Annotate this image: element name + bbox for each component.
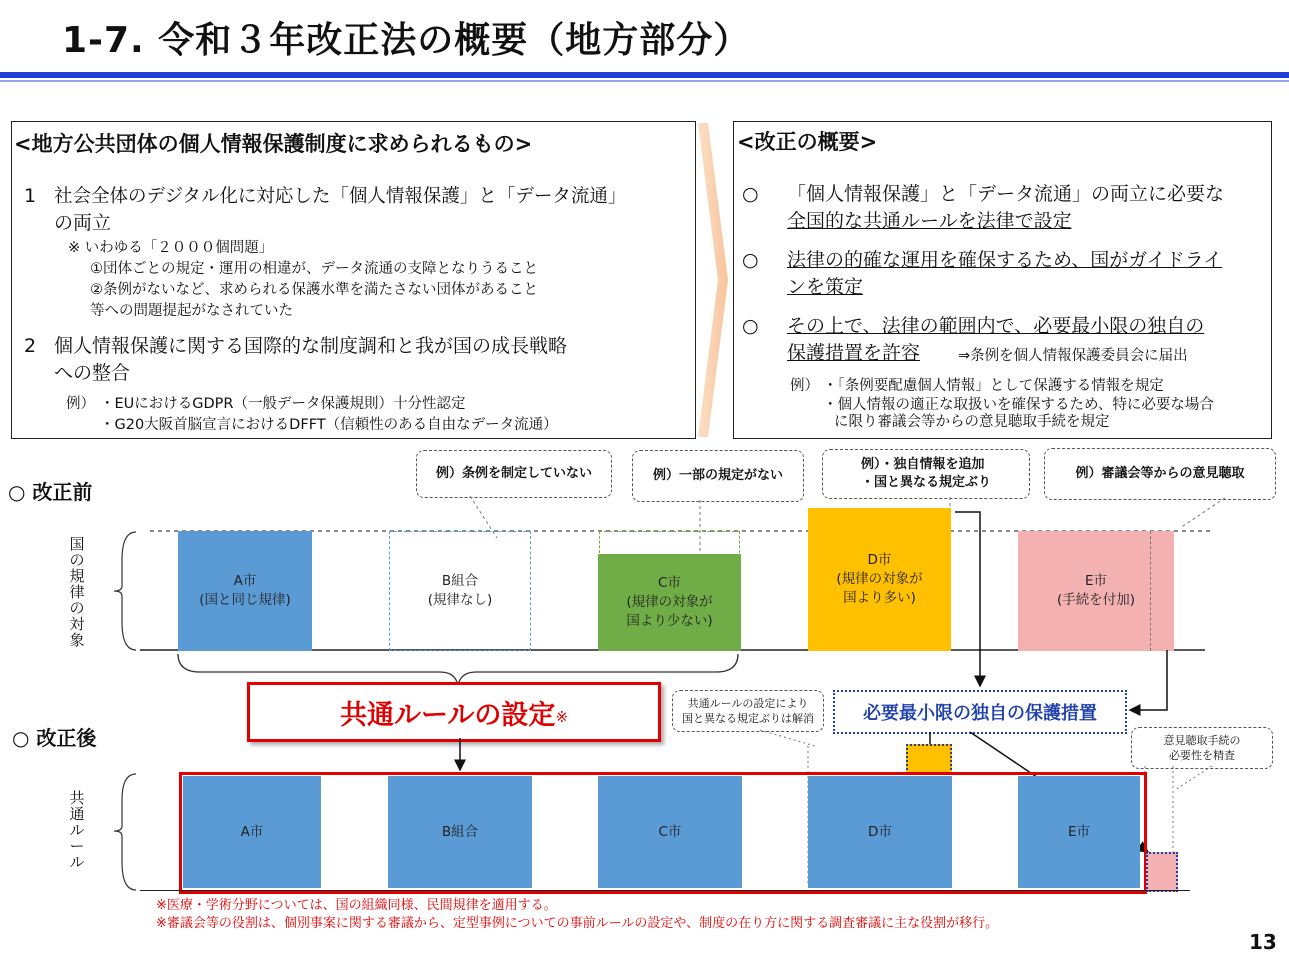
bar-c-sub: (規律の対象が 国より少ない) — [626, 594, 713, 629]
item1-line2: の両立 — [54, 212, 112, 234]
item2-line2: への整合 — [54, 362, 131, 384]
revision-example1: ・「条例要配慮個人情報」として保護する情報を規定 — [823, 378, 1164, 394]
bar-e-name: E市 — [1084, 573, 1108, 589]
callout-no-ordinance: 例）条例を制定していない — [416, 450, 612, 498]
revision-example2: ・個人情報の適正な取扱いを確保するため、特に必要な場合 — [823, 397, 1214, 413]
item1-note1: ※ いわゆる「２０００個問題」 — [68, 240, 274, 256]
chevron-arrow-icon — [698, 123, 730, 437]
after-bar-e-city: E市 — [1018, 776, 1140, 888]
item1-note4: 等への問題提起がなされていた — [90, 303, 293, 319]
bar-b-sub: (規律なし) — [427, 592, 493, 608]
revision-example3: に限り審議会等からの意見聴取手続を規定 — [834, 414, 1110, 430]
item2-example1: ・EUにおけるGDPR（一般データ保護規則）十分性認定 — [100, 396, 466, 412]
unique-measure-d-extra — [906, 744, 952, 774]
footnote-1: ※医療・学術分野については、国の組織同様、民間規律を適用する。 — [156, 898, 557, 913]
bullet-3: ○ — [742, 315, 759, 337]
callout-missing-provisions: 例）一部の規定がない — [632, 450, 804, 502]
point3-note: ⇒条例を個人情報保護委員会に届出 — [958, 348, 1188, 364]
footnote-2: ※審議会等の役割は、個別事案に関する審議から、定型事例についての事前ルールの設定や、制度の在り方に関する調査審議に主な役割が移行。 — [156, 916, 999, 931]
item2-example-label: 例） — [66, 396, 95, 412]
bar-a-name: A市 — [233, 573, 257, 589]
bar-b-name: B組合 — [441, 573, 479, 589]
after-side-label: 共通ルール — [69, 789, 85, 871]
resolution-note: 共通ルールの設定により 国と異なる規定ぶりは解消 — [672, 690, 824, 732]
point1-line1: 「個人情報保護」と「データ流通」の両立に必要な — [787, 183, 1225, 205]
bullet-1: ○ — [742, 183, 759, 205]
bar-a-sub: (国と同じ規律) — [199, 592, 291, 608]
after-bar-b-union: B組合 — [388, 776, 532, 888]
before-label: ○ 改正前 — [8, 480, 93, 504]
item2-line1: 個人情報保護に関する国際的な制度調和と我が国の成長戦略 — [54, 335, 568, 357]
after-bar-d-city: D市 — [808, 776, 952, 888]
before-side-label: 国の規律の対象 — [69, 535, 85, 649]
item2-example2: ・G20大阪首脳宣言におけるDFFT（信頼性のある自由なデータ流通） — [100, 417, 558, 433]
page-number: 13 — [1249, 930, 1277, 954]
item1-number: 1 — [24, 185, 37, 207]
bar-d-sub: (規律の対象が 国より多い) — [836, 571, 923, 606]
point2-line2: ンを策定 — [787, 276, 864, 298]
item2-number: 2 — [24, 335, 37, 357]
item1-note2: ①団体ごとの規定・運用の相違が、データ流通の支障となりうること — [90, 261, 538, 277]
point1-line2: 全国的な共通ルールを法律で設定 — [787, 210, 1072, 232]
item1-note3: ②条例がないなど、求められる保護水準を満たさない団体があること — [90, 282, 538, 298]
page-title: 1-7. 令和３年改正法の概要（地方部分） — [62, 20, 751, 61]
common-rule-label: 共通ルールの設定 — [339, 699, 556, 731]
unique-measure-e-extra — [1146, 852, 1178, 892]
title-underline — [0, 72, 1289, 78]
review-need-note: 意見聴取手続の 必要性を精査 — [1131, 727, 1273, 769]
after-bar-c-city: C市 — [598, 776, 742, 888]
bar-e-sub: (手続を付加) — [1056, 592, 1136, 608]
title-underline-light — [0, 80, 1289, 82]
bullet-2: ○ — [742, 249, 759, 271]
callout-council-hearing: 例）審議会等からの意見聴取 — [1044, 448, 1276, 500]
bar-d-name: D市 — [867, 552, 892, 568]
after-label: ○ 改正後 — [12, 726, 97, 750]
unique-measures-label: 必要最小限の独自の保護措置 — [863, 703, 1097, 724]
point2-line1: 法律の的確な運用を確保するため、国がガイドライ — [787, 249, 1223, 271]
point3-line1: その上で、法律の範囲内で、必要最小限の独自の — [787, 315, 1205, 337]
after-baseline — [140, 890, 1190, 891]
item1-line1: 社会全体のデジタル化に対応した「個人情報保護」と「データ流通」 — [54, 186, 627, 207]
revision-example-label: 例） — [790, 378, 819, 394]
point3-line2: 保護措置を許容 — [787, 342, 921, 364]
after-bar-a-city: A市 — [183, 776, 321, 888]
requirements-heading: <地方公共団体の個人情報保護制度に求められるもの> — [14, 132, 533, 156]
callout-own-information: 例）・独自情報を追加 ・国と異なる規定ぶり — [822, 449, 1030, 499]
after-side-bracket — [110, 772, 140, 892]
revision-heading: <改正の概要> — [737, 130, 878, 154]
bar-c-name: C市 — [658, 575, 681, 591]
common-rule-mark: ※ — [555, 708, 569, 726]
